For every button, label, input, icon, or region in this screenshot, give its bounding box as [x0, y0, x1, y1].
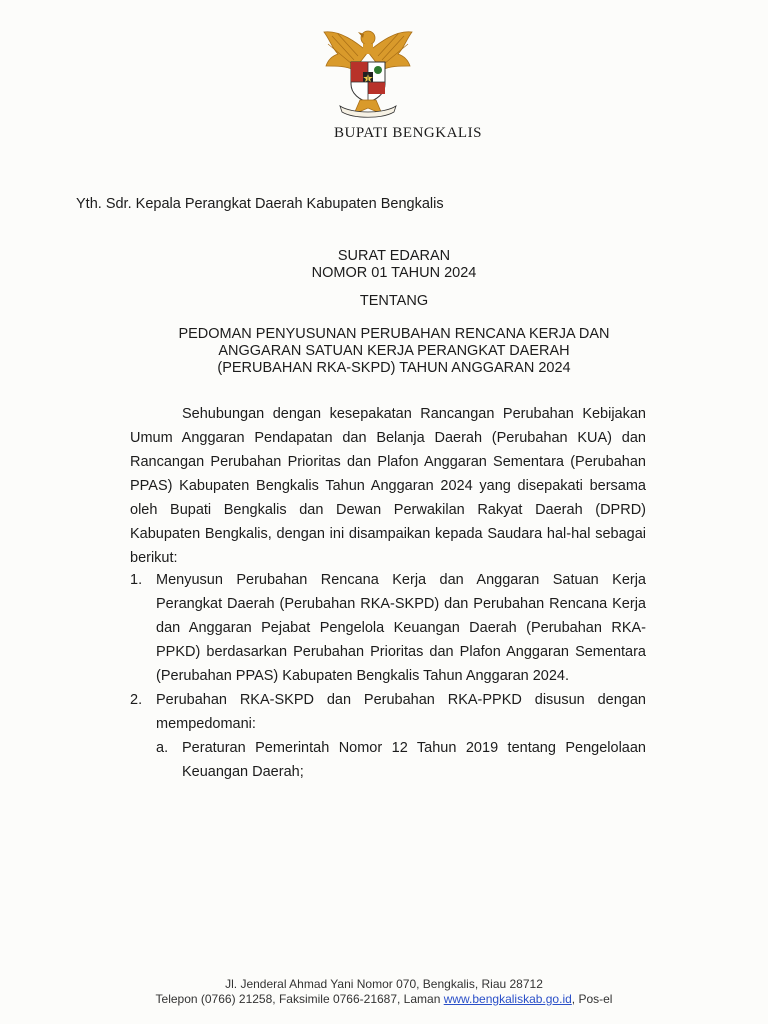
- sub-list-item-text: Peraturan Pemerintah Nomor 12 Tahun 2019 tentang Pengelolaan Keuangan Daerah;: [182, 740, 646, 780]
- header-title: BUPATI BENGKALIS: [334, 125, 482, 141]
- document-subject: [0, 326, 768, 377]
- sub-list-item-number: a.: [156, 740, 169, 756]
- subject-line: PEDOMAN PENYUSUNAN PERUBAHAN RENCANA KERJA DAN: [178, 326, 610, 342]
- list-item: [130, 568, 646, 688]
- list-item-text: Menyusun Perubahan Rencana Kerja dan Anggaran Satuan Kerja Perangkat Daerah (Perubahan RKA-SKPD) dan Perubahan Rencana Kerja dan Anggaran Pejabat Pengelola Keuangan Daerah (Perubahan RKA-PPKD) berdasarkan Perubahan Prioritas dan Plafon Anggaran Sementara (Perubahan PPAS) Kabupaten Bengkalis Tahun Anggaran 2024.: [156, 572, 646, 684]
- addressee-line: Yth. Sdr. Kepala Perangkat Daerah Kabupaten Bengkalis: [76, 196, 444, 212]
- about-label: TENTANG: [359, 293, 429, 309]
- garuda-emblem-icon: [318, 22, 418, 122]
- footer-contact: [0, 992, 768, 1007]
- list-item-number: 1.: [130, 572, 143, 588]
- list-item-text: Perubahan RKA-SKPD dan Perubahan RKA-PPKD disusun dengan mempedomani:: [156, 692, 646, 732]
- website-link[interactable]: www.bengkaliskab.go.id: [443, 992, 572, 1006]
- list-item-number: 2.: [130, 692, 143, 708]
- sub-list-item: [156, 736, 646, 784]
- footer-address: Jl. Jenderal Ahmad Yani Nomor 070, Bengkalis, Riau 28712: [225, 977, 543, 991]
- subject-line: ANGGARAN SATUAN KERJA PERANGKAT DAERAH: [218, 343, 570, 359]
- document-heading: [0, 248, 768, 282]
- instruction-list: [130, 568, 646, 784]
- footer-contact-suffix: , Pos-el: [571, 992, 613, 1006]
- subject-line: (PERUBAHAN RKA-SKPD) TAHUN ANGGARAN 2024: [217, 360, 571, 376]
- list-item: [130, 688, 646, 736]
- footer-contact-prefix: Telepon (0766) 21258, Faksimile 0766-21687, Laman: [155, 992, 444, 1006]
- intro-paragraph: Sehubungan dengan kesepakatan Rancangan Perubahan Kebijakan Umum Anggaran Pendapatan dan Belanja Daerah (Perubahan KUA) dan Rancangan Perubahan Prioritas dan Plafon Anggaran Sementara (Perubahan PPAS) Kabupaten Bengkalis Tahun Anggaran 2024 yang disepakati bersama oleh Bupati Bengkalis dan Dewan Perwakilan Rakyat Daerah (DPRD) Kabupaten Bengkalis, dengan ini disampaikan kepada Saudara hal-hal sebagai berikut:: [130, 406, 646, 566]
- document-type: SURAT EDARAN: [337, 248, 451, 264]
- footer: [0, 977, 768, 1007]
- document-number: NOMOR 01 TAHUN 2024: [311, 265, 477, 281]
